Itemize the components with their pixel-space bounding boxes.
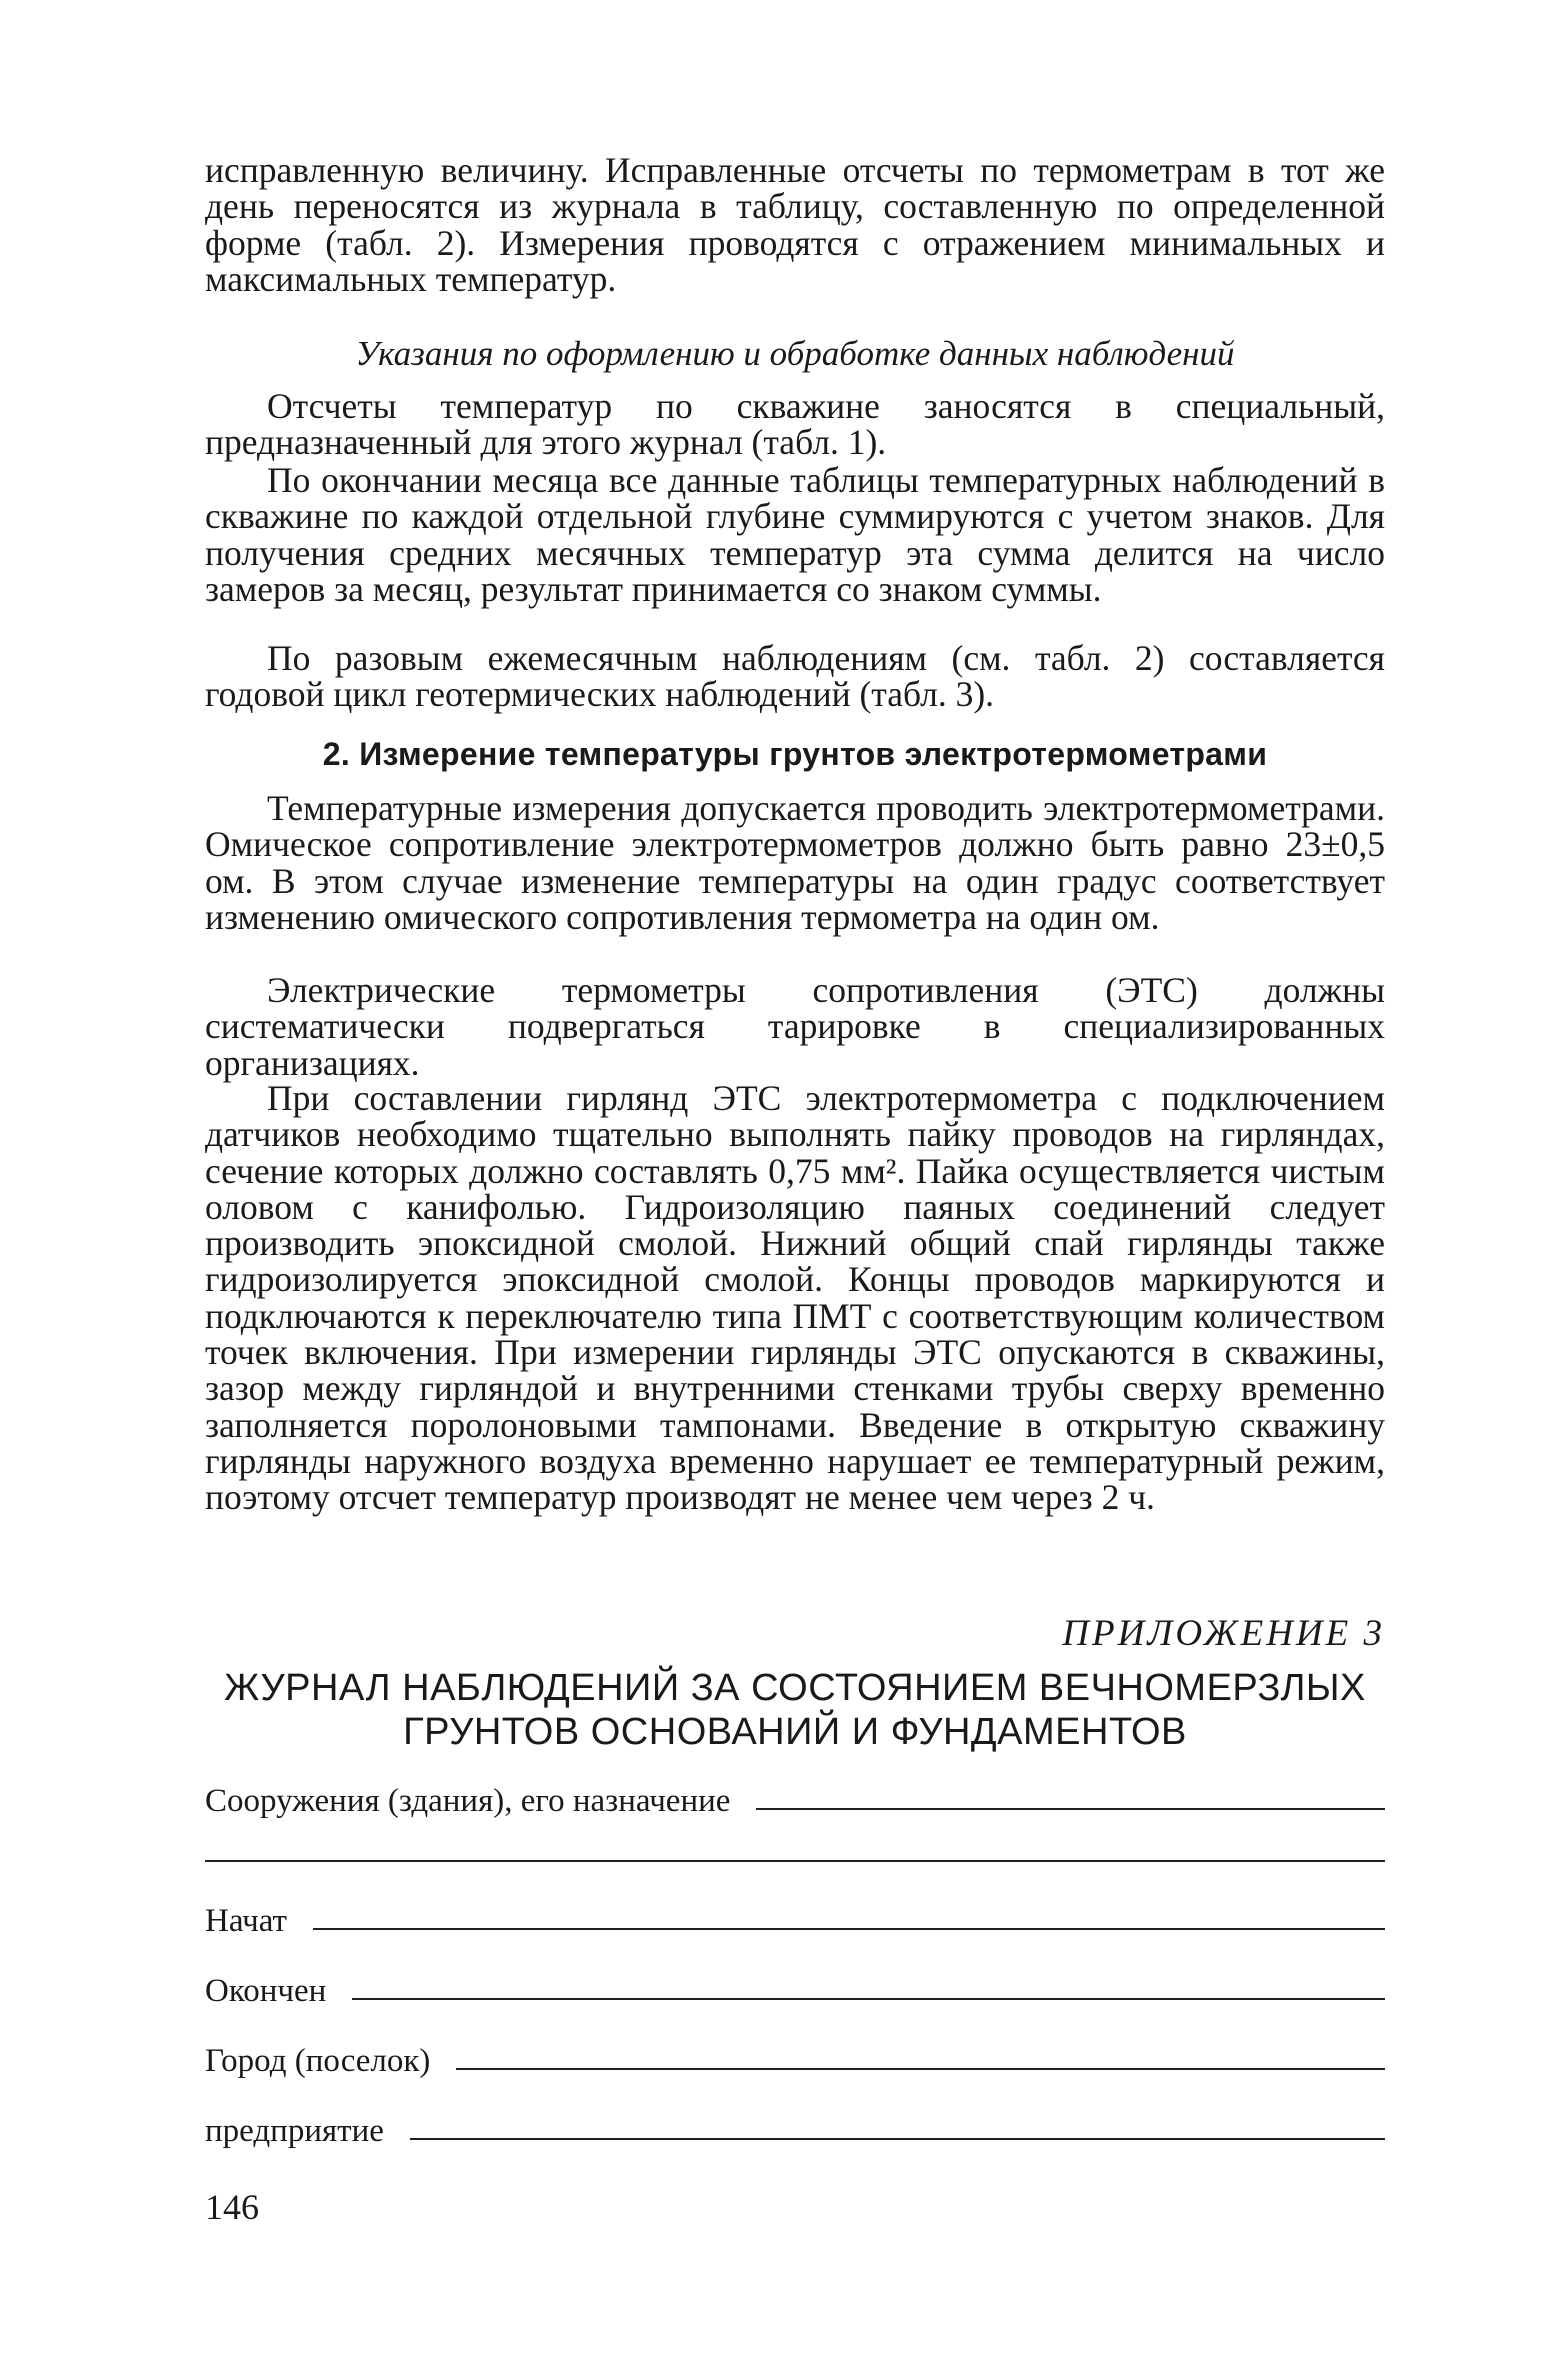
- paragraph-journal-entry: Отсчеты температур по скважине заносятся в специальный, предназначенный для этого журнал (табл. 1).: [205, 386, 1385, 463]
- field-city-label: Город (поселок): [205, 2043, 431, 2079]
- field-finished[interactable]: [205, 1970, 1385, 2010]
- field-building-line: [756, 1808, 1385, 1810]
- field-enterprise[interactable]: [205, 2110, 1385, 2150]
- appendix-label: ПРИЛОЖЕНИЕ 3: [1062, 1613, 1385, 1654]
- document-page: [205, 0, 1385, 2363]
- paragraph-calibration: Электрические термометры сопротивления (ЭТС) должны систематически подвергаться тарировке в специализированных организациях.: [205, 970, 1385, 1083]
- journal-title: [205, 1666, 1385, 1754]
- field-started[interactable]: [205, 1900, 1385, 1940]
- field-started-label: Начат: [205, 1903, 287, 1939]
- field-enterprise-line: [410, 2138, 1385, 2140]
- page-number: 146: [205, 2187, 259, 2227]
- field-finished-label: Окончен: [205, 1973, 327, 2009]
- field-city[interactable]: [205, 2040, 1385, 2080]
- section-heading-guidelines: Указания по оформлению и обработке данных наблюдений: [355, 334, 1235, 373]
- field-started-line: [313, 1928, 1385, 1930]
- paragraph-monthly-summary: По окончании месяца все данные таблицы температурных наблюдений в скважине по каждой отдельной глубине суммируются с учетом знаков. Для получения средних месячных температур эта сумма делится на число замеров за месяц, результат принимается со знаком суммы.: [205, 460, 1385, 609]
- field-finished-line: [352, 1998, 1385, 2000]
- paragraph-resistance: Температурные измерения допускается проводить электротермометрами. Омическое сопротивление электротермометров должно быть равно 23±0,5 ом. В этом случае изменение температуры на один градус соответствует изменению омического сопротивления термометра на один ом.: [205, 788, 1385, 937]
- field-building-continuation-line: [205, 1860, 1385, 1862]
- paragraph-garlands: При составлении гирлянд ЭТС электротермометра с подключением датчиков необходимо тщательно выполнять пайку проводов на гирляндах, сечение которых должно составлять 0,75 мм². Пайка осуществляется чистым оловом с канифолью. Гидроизоляцию паяных соединений следует производить эпоксидной смолой. Нижний общий спай гирлянды также гидроизолируется эпоксидной смолой. Концы проводов маркируются и подключаются к переключателю типа ПМТ с соответствующим количеством точек включения. При измерении гирлянды ЭТС опускаются в скважины, зазор между гирляндой и внутренними стенками трубы сверху временно заполняется поролоновыми тампонами. Введение в открытую скважину гирлянды наружного воздуха временно нарушает ее температурный режим, поэтому отсчет температур производят не менее чем через 2 ч.: [205, 1078, 1385, 1518]
- field-building-label: Сооружения (здания), его назначение: [205, 1783, 731, 1819]
- paragraph-intro: исправленную величину. Исправленные отсчеты по термометрам в тот же день переносятся из журнала в таблицу, составленную по определенной форме (табл. 2). Измерения проводятся с отражением минимальных и максимальных температур.: [205, 150, 1385, 299]
- section-heading-electrothermometers: 2. Измерение температуры грунтов электротермометрами: [322, 736, 1268, 772]
- journal-title-line-2: ГРУНТОВ ОСНОВАНИЙ И ФУНДАМЕНТОВ: [403, 1711, 1187, 1753]
- paragraph-annual-cycle: По разовым ежемесячным наблюдениям (см. табл. 2) составляется годовой цикл геотермических наблюдений (табл. 3).: [205, 638, 1385, 715]
- journal-title-line-1: ЖУРНАЛ НАБЛЮДЕНИЙ ЗА СОСТОЯНИЕМ ВЕЧНОМЕРЗЛЫХ: [224, 1667, 1366, 1709]
- field-city-line: [456, 2068, 1385, 2070]
- field-enterprise-label: предприятие: [205, 2113, 384, 2149]
- field-building[interactable]: [205, 1780, 1385, 1820]
